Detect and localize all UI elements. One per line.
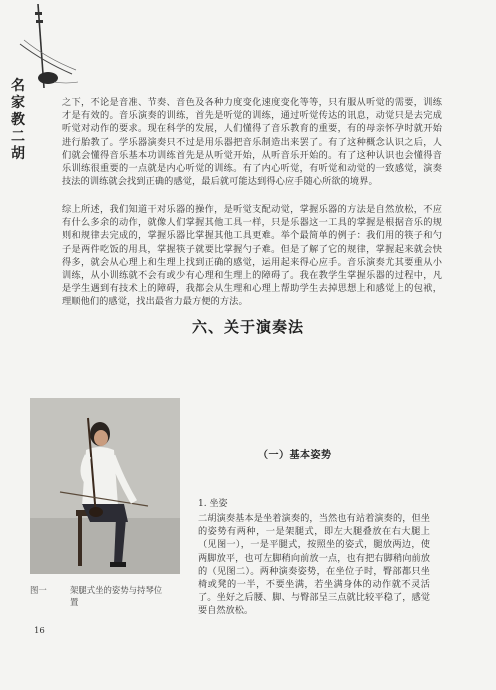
body-paragraph-2: 综上所述，我们知道干对乐器的操作，是听觉支配动觉，掌握乐器的方法是自然放松，不应有什么多余的动作，就像人们掌握其他工具一样，只是乐器这一工具的掌握是根据音乐的规则和规律去完成的，掌握乐器比掌握其他工具更难。举个最简单的例子：我们用的筷子和勺子是两件吃饭的用具，掌握筷子就要比掌握勺子难。但是了解了它的规律，掌握起来就会快得多，就会从心理上和生理上找到正确的感觉，运用起来得心应手。音乐演奏尤其要重从小训练，从小训练就不会有或少有心理和生理上的障碍了。我在教学生掌握乐器的过程中，凡是学生遇到有技术上的障碍，我都会从生理和心理上帮助学生去掉思想上和感觉上的包袱，理顺他们的感觉，找出最省力最方便的方法。 — [62, 204, 442, 308]
side-title-char: 家 — [11, 95, 25, 111]
side-title-char: 胡 — [11, 146, 25, 162]
erhu-player-photo-icon — [30, 398, 180, 574]
subsection-title: （一）基本姿势 — [258, 450, 332, 461]
side-title-char: 教 — [11, 112, 25, 128]
body-paragraph-1: 之下，不论是音准、节奏、音色及各种力度变化速度变化等等，只有服从听觉的需要，训练才是有效的。音乐演奏的训练，首先是听觉的训练，通过听觉传达的讯息，动觉只是去完成听觉对动作的要求。现在科学的发展，人们懂得了音乐教育的重要，有的母亲怀孕时就开始进行胎教了。学乐器演奏只不过是用乐器把音乐制造出来罢了。有了这种概念认识之后，人们就会懂得音乐基本功训练首先是从听觉开始，从听音乐开始的。有了这种认识也会懂得音乐训练很重要的一点就是内心听觉的训练。有了内心听觉，有听觉和动觉的一致感觉，演奏技法的训练就会找到正确的感觉，最后就可能达到得心应手随心所欲的境界。 — [62, 97, 442, 188]
section-title: 六、关于演奏法 — [191, 318, 304, 336]
sub-heading: 1. 坐姿 — [198, 499, 228, 509]
side-title-char: 二 — [11, 129, 25, 145]
page-number: 16 — [34, 626, 45, 636]
figure-caption-text: 架腿式坐的姿势与持琴位置 — [70, 585, 163, 607]
figure-number: 图一 — [30, 585, 47, 595]
figure-photo — [30, 398, 180, 574]
book-series-title — [6, 78, 30, 163]
side-title-char: 名 — [11, 78, 25, 94]
body-paragraph-3: 二胡演奏基本是坐着演奏的，当然也有站着演奏的，但坐的姿势有两种，一是架腿式，即左大腿叠放在右大腿上（见图一），一是平腿式，按照坐的姿式，腿放两边，使两脚放平，也可左脚稍向前放一点，也有把右脚稍向前放的（见图二）。两种演奏姿势，在坐位子时，臀部都只坐椅或凳的一半，不要坐满，若坐满身体的动作就不灵活了。坐好之后腰、脚、与臀部呈三点就比较平稳了，感觉要自然放松。 — [198, 513, 430, 617]
